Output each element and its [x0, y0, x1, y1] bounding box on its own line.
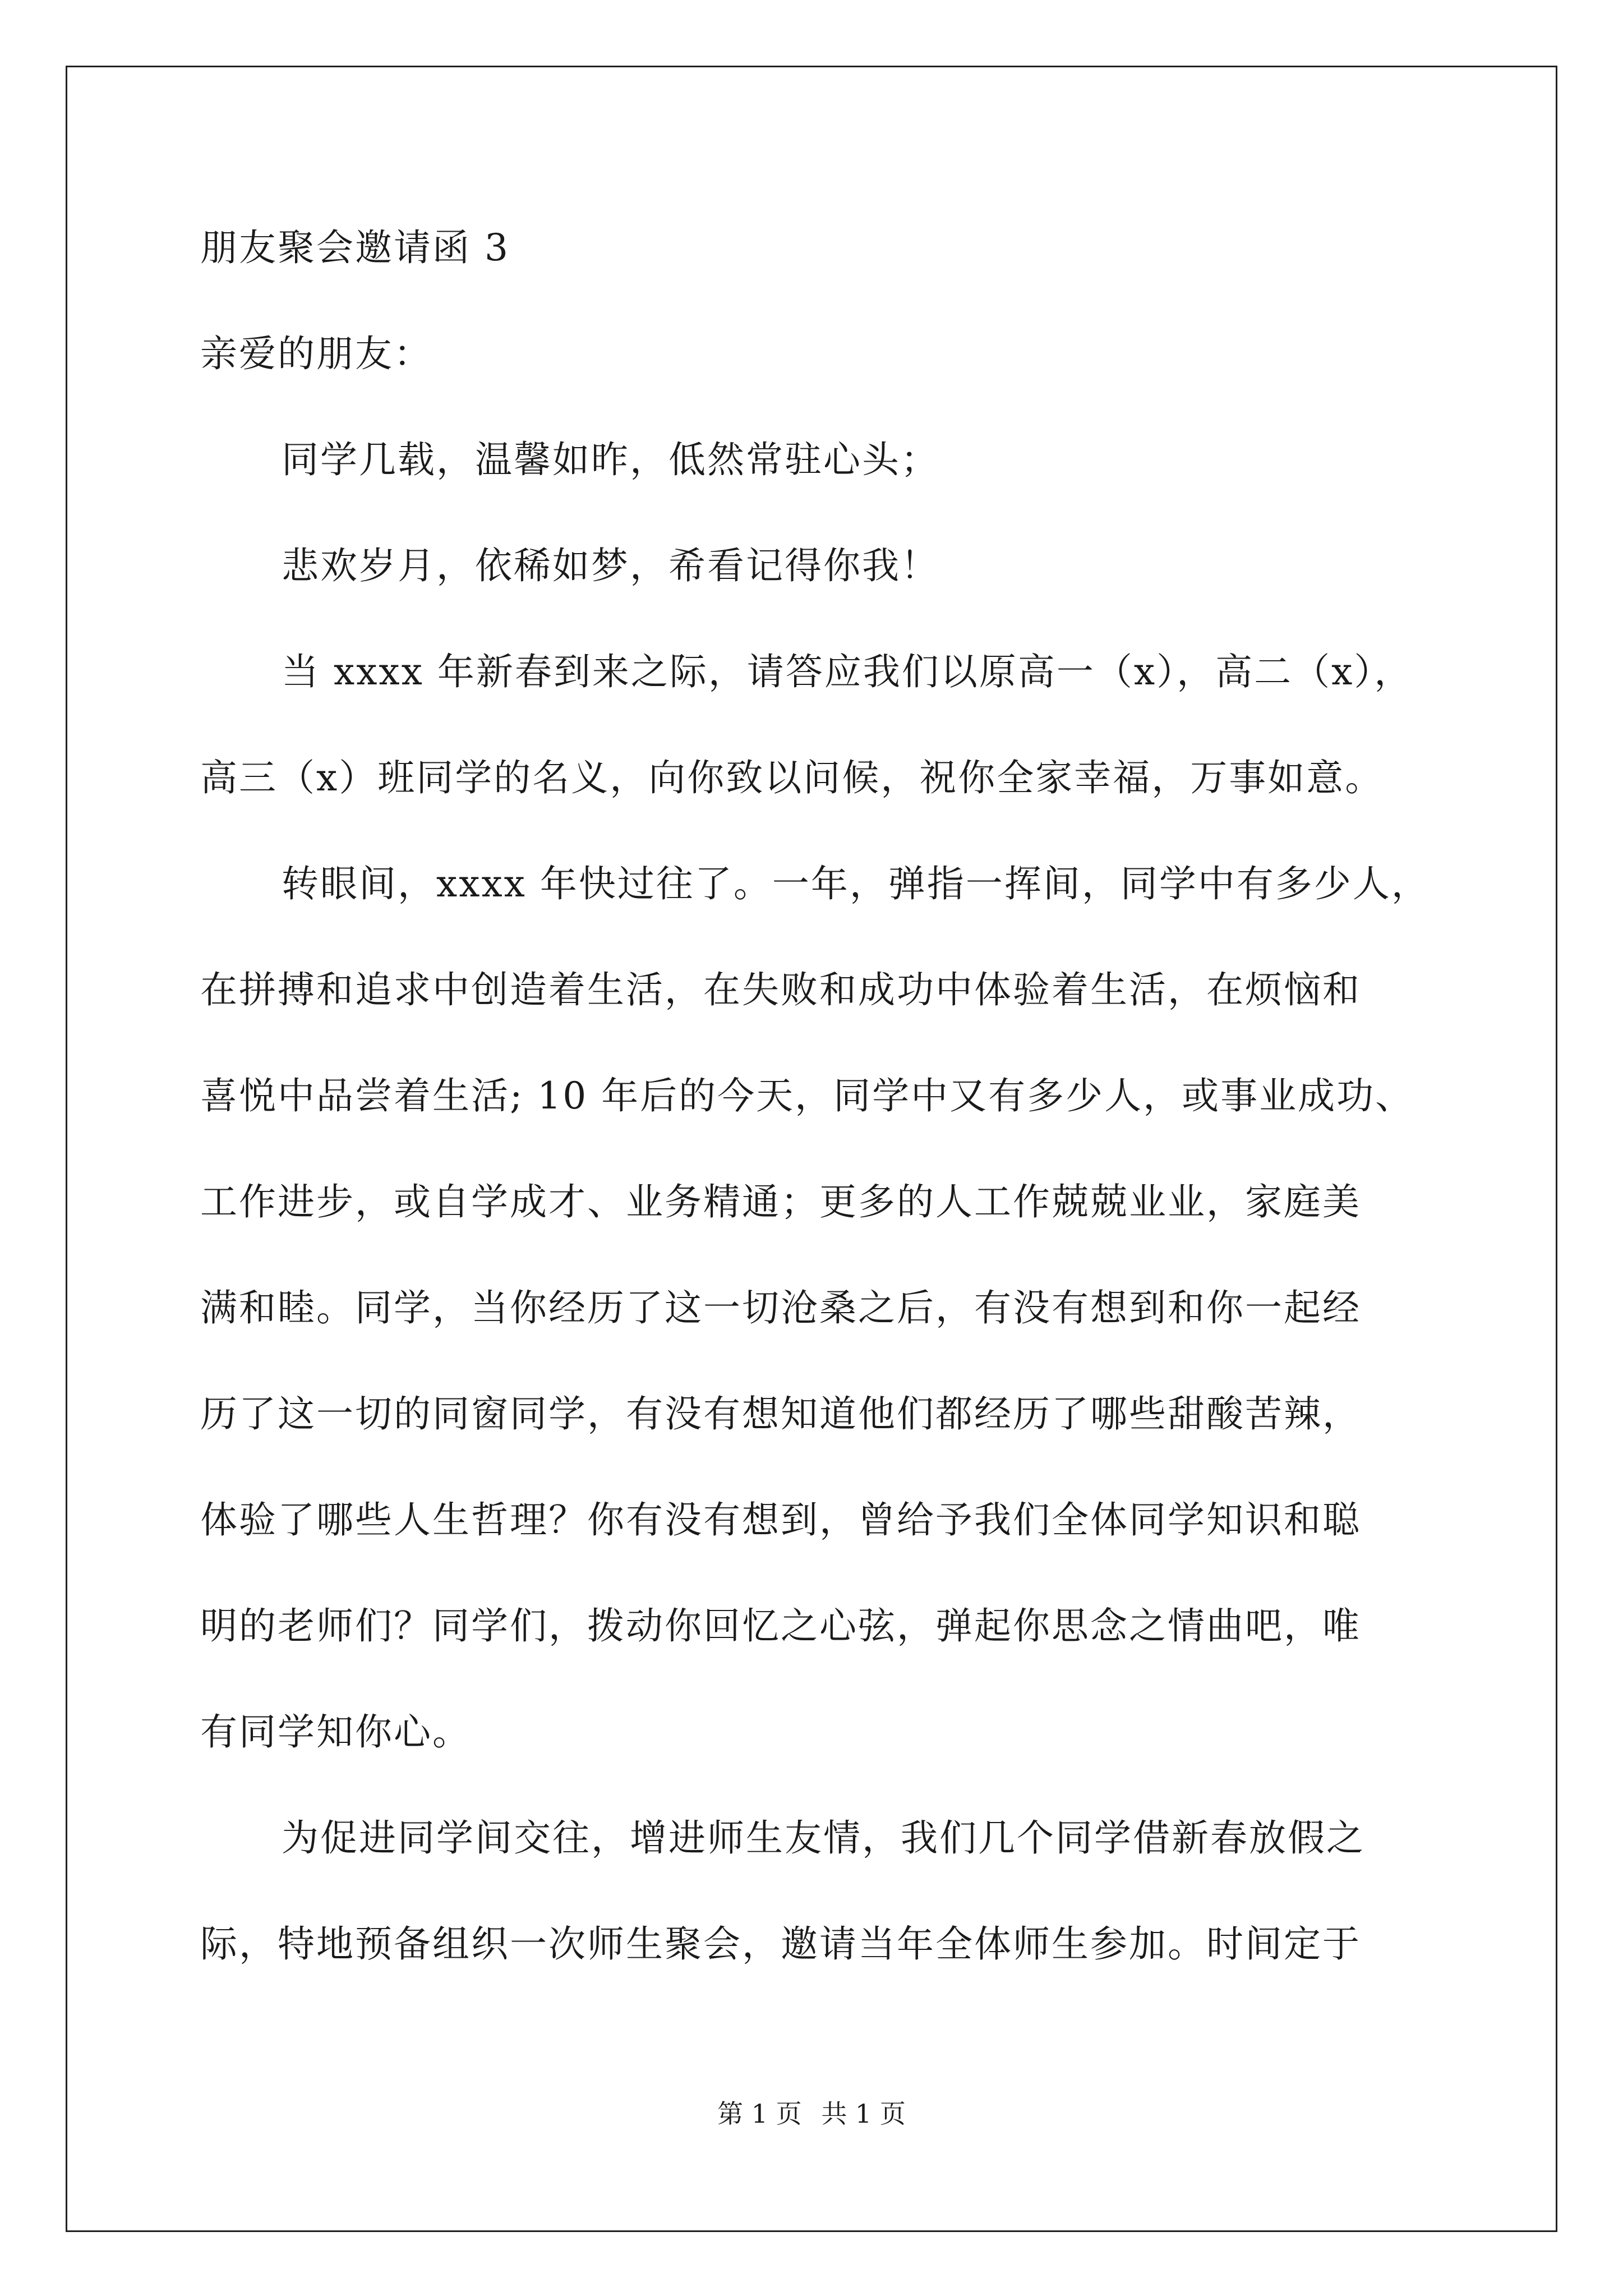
paragraph-line: 喜悦中品尝着生活; 10 年后的今天，同学中又有多少人，或事业成功、: [200, 1074, 1414, 1117]
paragraph-line: 际，特地预备组织一次师生聚会，邀请当年全体师生参加。时间定于: [200, 1922, 1361, 1966]
paragraph-line: 当 xxxx 年新春到来之际，请答应我们以原高一（x），高二（x），: [282, 650, 1413, 693]
paragraph-line: 高三（x）班同学的名义，向你致以问候，祝你全家幸福，万事如意。: [200, 756, 1384, 799]
paragraph-line: 为促进同学间交往，增进师生友情，我们几个同学借新春放假之: [282, 1816, 1365, 1860]
paragraph-line: 在拼搏和追求中创造着生活，在失败和成功中体验着生活，在烦恼和: [200, 968, 1361, 1011]
paragraph-line: 工作进步，或自学成才、业务精通；更多的人工作兢兢业业，家庭美: [200, 1180, 1361, 1223]
document-title: 朋友聚会邀请函 3: [200, 226, 510, 269]
page-footer: [0, 2097, 1623, 2131]
paragraph-line: 体验了哪些人生哲理？你有没有想到，曾给予我们全体同学知识和聪: [200, 1498, 1361, 1542]
paragraph: [200, 1812, 1434, 1971]
page-total: 共 1 页: [821, 2099, 906, 2129]
paragraph: [200, 540, 1434, 592]
paragraph: [200, 646, 1434, 804]
paragraph: [200, 434, 1434, 486]
paragraph-line: 有同学知你心。: [200, 1710, 471, 1754]
paragraph-line: 悲欢岁月，依稀如梦，希看记得你我！: [282, 544, 939, 587]
page-number: 第 1 页: [717, 2099, 802, 2129]
paragraph: [200, 858, 1434, 1759]
salutation: 亲爱的朋友：: [200, 332, 432, 375]
paragraph-line: 明的老师们？同学们，拨动你回忆之心弦，弹起你思念之情曲吧，唯: [200, 1604, 1361, 1648]
paragraph-line: 满和睦。同学，当你经历了这一切沧桑之后，有没有想到和你一起经: [200, 1286, 1361, 1329]
paragraph-line: 转眼间，xxxx 年快过往了。一年，弹指一挥间，同学中有多少人，: [282, 862, 1430, 905]
paragraph-line: 历了这一切的同窗同学，有没有想知道他们都经历了哪些甜酸苦辣，: [200, 1392, 1361, 1435]
paragraph-line: 同学几载，温馨如昨，低然常驻心头；: [282, 438, 939, 481]
document-body: [200, 222, 1434, 2024]
